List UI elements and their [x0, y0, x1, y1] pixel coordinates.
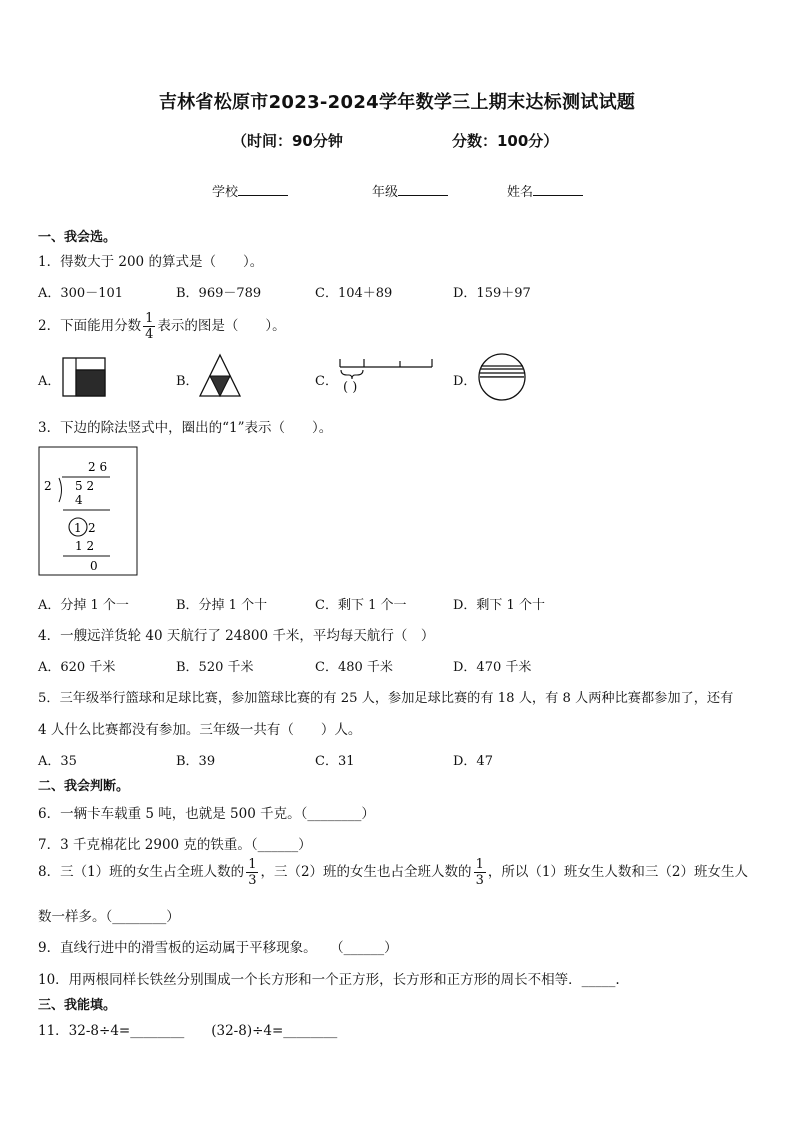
fraction-numerator: 1 — [248, 857, 257, 872]
dividend: 5 2 — [75, 479, 95, 493]
question-4: 4．一艘远洋货轮 40 天航行了 24800 千米，平均每天航行（ ） — [38, 628, 435, 644]
blank-paren[interactable]: ( ) — [343, 380, 358, 395]
question-3: 3．下边的除法竖式中，圈出的“1”表示（ ）。 — [38, 420, 333, 436]
square-fraction-figure — [62, 357, 106, 397]
option-c[interactable]: C．480 千米 — [315, 660, 393, 675]
option-d[interactable]: D．47 — [453, 754, 493, 769]
divisor: 2 — [44, 479, 52, 493]
option-b[interactable]: B．分掉 1 个十 — [176, 598, 268, 613]
option-c[interactable]: C． — [315, 374, 338, 389]
question-8-part-1: 8．三（1）班的女生占全班人数的 — [38, 864, 245, 880]
section-heading: 一、我会选。 — [38, 230, 117, 245]
question-8-part-2: ，三（2）班的女生也占全班人数的 — [260, 864, 472, 880]
fraction-denominator: 4 — [145, 327, 154, 342]
page-title: 吉林省松原市2023-2024学年数学三上期末达标测试试题 — [158, 92, 636, 113]
section-heading: 二、我会判断。 — [38, 779, 130, 794]
option-b[interactable]: B． — [176, 374, 199, 389]
product-step-2: 1 2 — [75, 539, 95, 553]
school-field[interactable] — [212, 181, 288, 200]
fraction-numerator: 1 — [145, 311, 154, 326]
question-6: 6．一辆卡车载重 5 吨，也就是 500 千克。（________） — [38, 806, 375, 822]
grade-field[interactable] — [372, 181, 448, 200]
question-2 — [38, 312, 286, 341]
fraction-denominator: 3 — [475, 873, 484, 888]
question-5-line-1: 5．三年级举行篮球和足球比赛，参加篮球比赛的有 25 人，参加足球比赛的有 18 人，有 8 人两种比赛都参加了，还有 — [38, 691, 734, 706]
final-remainder: 0 — [90, 559, 98, 573]
grade-blank[interactable] — [398, 183, 448, 196]
option-d[interactable]: D．剩下 1 个十 — [453, 598, 545, 613]
option-d[interactable]: D．470 千米 — [453, 660, 532, 675]
option-d[interactable]: D．159＋97 — [453, 286, 531, 301]
option-c[interactable]: C．剩下 1 个一 — [315, 598, 407, 613]
question-10: 10．用两根同样长铁丝分别围成一个长方形和一个正方形，长方形和正方形的周长不相等．_____. — [38, 972, 620, 988]
fraction-denominator: 3 — [248, 873, 257, 888]
grade-label: 年级 — [372, 185, 399, 200]
product-step-1: 4 — [75, 493, 83, 507]
option-a[interactable]: A．620 千米 — [38, 660, 116, 675]
option-a[interactable]: A．300－101 — [38, 286, 124, 301]
long-division-figure — [38, 446, 138, 576]
option-c[interactable]: C．104＋89 — [315, 286, 393, 301]
option-b[interactable]: B．969－789 — [176, 286, 262, 301]
option-b[interactable]: B．39 — [176, 754, 216, 769]
name-blank[interactable] — [533, 183, 583, 196]
triangle-fraction-figure — [198, 353, 242, 398]
section-heading: 三、我能填。 — [38, 998, 117, 1013]
remainder-digit: 2 — [88, 521, 96, 535]
question-11: 11．32-8÷4=________ (32-8)÷4=________ — [38, 1023, 338, 1039]
school-blank[interactable] — [238, 183, 288, 196]
question-1: 1．得数大于 200 的算式是（ ）。 — [38, 254, 264, 270]
exam-time: （时间：90分钟 — [232, 132, 343, 150]
fraction-one-third — [246, 858, 258, 887]
fraction-one-quarter — [143, 312, 155, 341]
option-b[interactable]: B．520 千米 — [176, 660, 254, 675]
question-7: 7．3 千克棉花比 2900 克的铁重。（______） — [38, 837, 312, 853]
question-8-line-1 — [38, 858, 748, 887]
circle-fraction-figure — [477, 352, 527, 402]
fraction-one-third — [474, 858, 486, 887]
question-8-line-2: 数一样多。（________） — [38, 909, 180, 925]
name-field[interactable] — [507, 181, 583, 200]
circled-digit: 1 — [74, 521, 82, 535]
school-label: 学校 — [212, 185, 239, 200]
option-a[interactable]: A．35 — [38, 754, 77, 769]
fraction-numerator: 1 — [475, 857, 484, 872]
option-d[interactable]: D． — [453, 374, 477, 389]
name-label: 姓名 — [507, 185, 534, 200]
quotient: 2 6 — [88, 460, 108, 474]
question-2-pre: 2．下面能用分数 — [38, 318, 142, 334]
question-9: 9．直线行进中的滑雪板的运动属于平移现象。 （______） — [38, 940, 398, 956]
option-a[interactable]: A． — [38, 374, 61, 389]
question-5-line-2: 4 人什么比赛都没有参加。三年级一共有（ ）人。 — [38, 722, 362, 738]
option-a[interactable]: A．分掉 1 个一 — [38, 598, 129, 613]
option-c[interactable]: C．31 — [315, 754, 355, 769]
question-8-part-3: ，所以（1）班女生人数和三（2）班女生人 — [487, 864, 749, 880]
exam-score: 分数：100分） — [452, 132, 559, 150]
question-2-post: 表示的图是（ ）。 — [157, 318, 286, 334]
